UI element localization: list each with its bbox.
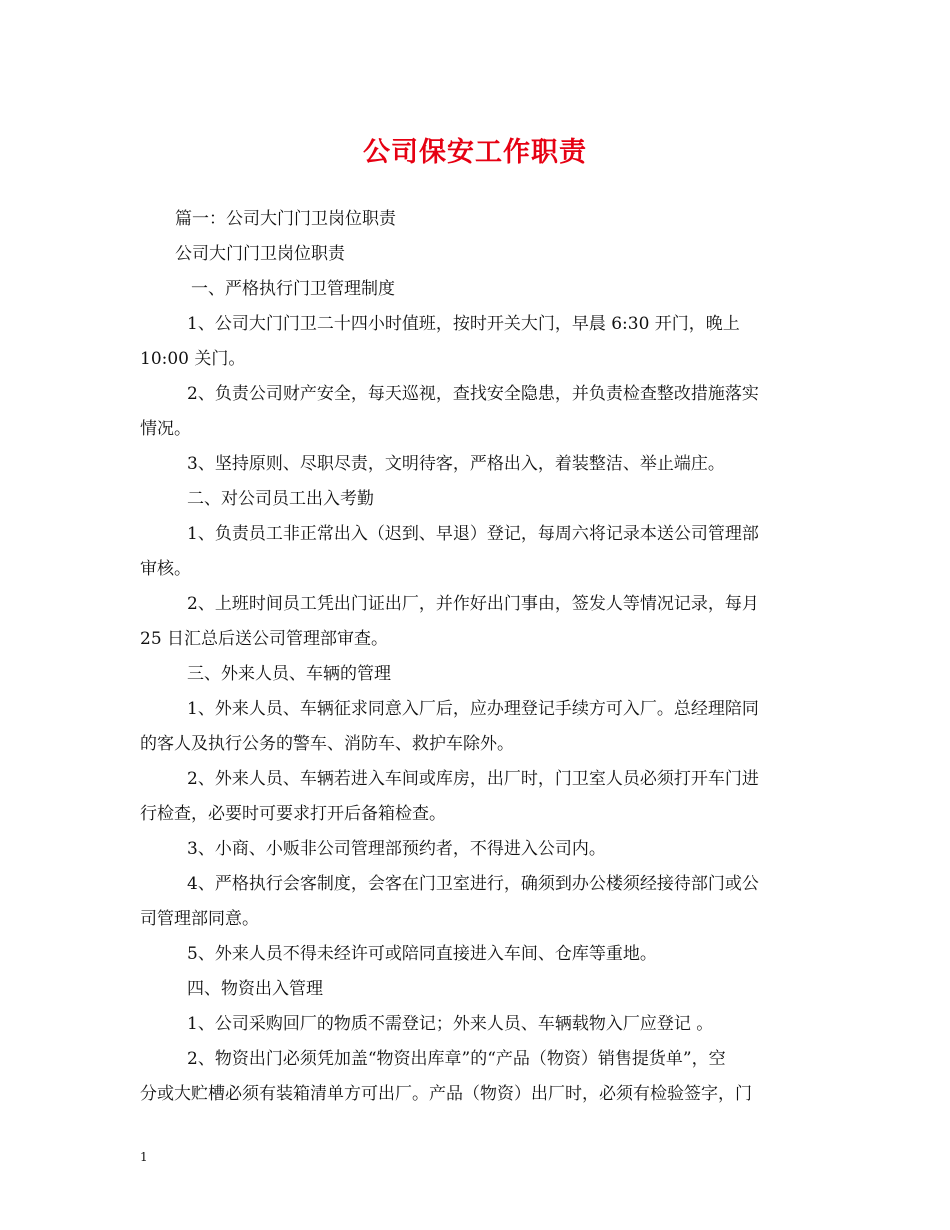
text-line: 2、上班时间员工凭出门证出厂，并作好出门事由，签发人等情况记录，每月 (187, 594, 759, 614)
document-title: 公司保安工作职责 (363, 137, 587, 168)
page-number: 1 (140, 1150, 148, 1164)
text-line: 篇一：公司大门门卫岗位职责 (175, 209, 396, 229)
text-line: 公司大门门卫岗位职责 (175, 244, 345, 264)
text-line: 四、物资出入管理 (187, 979, 323, 999)
text-line: 1、外来人员、车辆征求同意入厂后，应办理登记手续方可入厂。总经理陪同 (187, 699, 759, 719)
text-line: 3、小商、小贩非公司管理部预约者，不得进入公司内。 (187, 839, 606, 859)
text-line: 审核。 (140, 559, 191, 579)
text-line: 行检查，必要时可要求打开后备箱检查。 (140, 804, 446, 824)
text-line: 三、外来人员、车辆的管理 (187, 664, 391, 684)
text-line: 二、对公司员工出入考勤 (187, 489, 374, 509)
text-line: 5、外来人员不得未经许可或陪同直接进入车间、仓库等重地。 (187, 944, 657, 964)
text-line: 1、负责员工非正常出入（迟到、早退）登记，每周六将记录本送公司管理部 (187, 524, 759, 544)
text-line: 司管理部同意。 (140, 909, 259, 929)
text-line: 2、外来人员、车辆若进入车间或库房，出厂时，门卫室人员必须打开车门进 (187, 769, 759, 789)
text-line: 情况。 (140, 419, 191, 439)
text-line: 1、公司采购回厂的物质不需登记；外来人员、车辆载物入厂应登记 。 (187, 1014, 714, 1034)
text-line: 3、坚持原则、尽职尽责，文明待客，严格出入，着装整洁、举止端庄。 (187, 454, 725, 474)
text-line: 2、物资出门必须凭加盖“物资出库章”的“产品（物资）销售提货单”，空 (187, 1049, 726, 1069)
text-line: 25 日汇总后送公司管理部审查。 (140, 629, 389, 649)
text-line: 4、严格执行会客制度，会客在门卫室进行，确须到办公楼须经接待部门或公 (187, 874, 759, 894)
text-line: 的客人及执行公务的警车、消防车、救护车除外。 (140, 734, 514, 754)
text-line: 1、公司大门门卫二十四小时值班，按时开关大门，早晨 6:30 开门，晚上 (187, 314, 740, 334)
text-line: 分或大贮槽必须有装箱清单方可出厂。产品（物资）出厂时，必须有检验签字，门 (140, 1084, 752, 1104)
text-line: 2、负责公司财产安全，每天巡视，查找安全隐患，并负责检查整改措施落实 (187, 384, 759, 404)
text-line: 10:00 关门。 (140, 349, 246, 369)
text-line: 一、严格执行门卫管理制度 (191, 279, 395, 299)
